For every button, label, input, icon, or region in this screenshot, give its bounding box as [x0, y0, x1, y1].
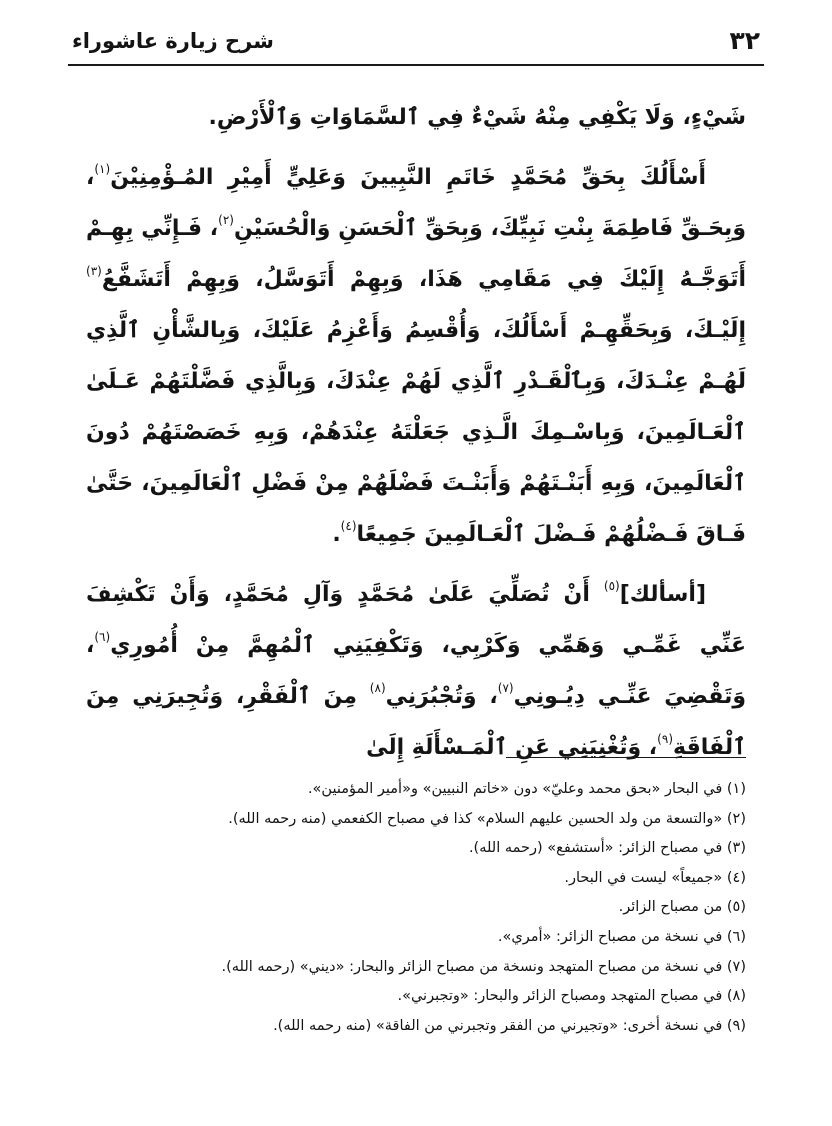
- page-number: ٣٢: [729, 26, 760, 55]
- paragraph-3: [86, 569, 746, 773]
- paragraph-1: [86, 92, 746, 143]
- footnote-ref-3: (٣): [86, 264, 102, 278]
- text-segment: .: [332, 522, 341, 547]
- footnote-1: (١) في البحار «بحق محمد وعليّ» دون «خاتم النبيين» و«أمير المؤمنين».: [307, 781, 746, 797]
- text-segment: إِلَيْـكَ، وَبِحَقِّهِـمْ أَسْأَلُكَ، وَأُقْسِمُ وَأَعْزِمُ عَلَيْكَ، وَبِالشَّأْنِ ٱلَّذِي لَهُـمْ عِنْـدَكَ، وَبِٱلْقَـدْرِ ٱلَّذِي لَهُمْ عِنْدَكَ، وَبِالَّذِي فَضَّلْتَهُمْ عَـلَىٰ ٱلْعَـالَمِينَ، وَبِاسْـمِكَ الَّـذِي جَعَلْتَهُ عِنْدَهُمْ، وَبِهِ خَصَصْتَهُمْ دُونَ ٱلْعَالَمِينَ، وَبِهِ أَبَنْـتَهُمْ وَأَبَنْـتَ فَضْلَهُمْ مِنْ فَضْلِ ٱلْعَالَمِينَ، حَتَّىٰ فَـاقَ فَـضْلُهُمْ فَـضْلَ ٱلْعَـالَمِينَ جَمِيعًا: [86, 318, 746, 547]
- footnote-separator: [506, 757, 746, 758]
- footnote-5: (٥) من مصباح الزائر.: [618, 899, 746, 916]
- text-segment: ، وَتُجْبُرَنِي: [385, 684, 498, 709]
- footnote-4: (٤) «جميعاً» ليست في البحار.: [564, 869, 746, 886]
- text-segment: ، وَبِحَـقِّ فَاطِمَةَ بِنْتِ نَبِيِّكَ، وَبِحَقِّ ٱلْحَسَنِ وَالْحُسَيْنِ: [86, 165, 746, 241]
- text-segment: ، وَتُغْنِيَنِي عَنِ ٱلْمَـسْأَلَةِ إِلَىٰ: [366, 735, 658, 760]
- paragraph-2: [86, 152, 746, 560]
- text-segment: مِنَ ٱلْفَقْرِ، وَتُجِيرَنِي مِنَ ٱلْفَاقَةِ: [86, 684, 746, 760]
- footnote-ref-6: (٦): [94, 630, 111, 644]
- footnote-3: (٣) في مصباح الزائر: «أستشفع» (رحمه الله).: [468, 840, 746, 857]
- paragraph-text: شَيْءٍ، وَلَا يَكْفِي مِنْهُ شَيْءٌ فِي ٱلسَّمَاوَاتِ وَٱلْأَرْضِ.: [208, 105, 746, 130]
- footnote-7: (٧) في نسخة من مصباح المتهجد ونسخة من مصباح الزائر والبحار: «ديني» (رحمه الله).: [221, 958, 746, 975]
- footnote-9: (٩) في نسخة أخرى: «وتجيرني من الفقر وتجبرني من الفاقة» (منه رحمه الله).: [273, 1017, 746, 1034]
- running-title: شرح زيارة عاشوراء: [72, 29, 274, 53]
- page-header: [68, 24, 764, 66]
- footnote-6: (٦) في نسخة من مصباح الزائر: «أمري».: [497, 928, 746, 945]
- footnotes-list: [66, 775, 746, 1041]
- footnote-8: (٨) في مصباح المتهجد ومصباح الزائر والبحار: «وتجبرني».: [397, 988, 746, 1005]
- text-segment: أَنْ تُصَلِّيَ عَلَىٰ مُحَمَّدٍ وَآلِ مُحَمَّدٍ، وَأَنْ تَكْشِفَ عَنِّي غَمِّـي وَهَمِّي وَكَرْبِي، وَتَكْفِيَنِي ٱلْمُهِمَّ مِنْ أُمُورِي: [86, 582, 746, 658]
- footnote-ref-2: (٢): [218, 213, 234, 227]
- text-segment: ، وَتَقْضِيَ عَنِّـي دِيُـونِي: [86, 633, 747, 709]
- footnote-2: (٢) «والتسعة من ولد الحسين عليهم السلام» كذا في مصباح الكفعمي (منه رحمه الله).: [228, 810, 746, 827]
- footnote-ref-8: (٨): [369, 681, 386, 695]
- footnote-ref-4: (٤): [340, 519, 357, 533]
- text-segment: ، فَـإِنِّي بِهِـمْ أَتَوَجَّـهُ إِلَيْكَ فِي مَقَامِي هَذَا، وَبِهِمْ أَتَوَسَّلُ، وَبِهِمْ أَتَشَفَّعُ: [86, 216, 746, 292]
- main-text: [86, 92, 746, 782]
- text-segment: [أسألك]: [619, 582, 706, 607]
- footnote-ref-9: (٩): [657, 732, 673, 746]
- footnote-ref-1: (١): [94, 162, 111, 176]
- footnote-ref-5: (٥): [603, 579, 620, 593]
- text-segment: أَسْأَلُكَ بِحَقِّ مُحَمَّدٍ خَاتَمِ النَّبِيينَ وَعَلِيٍّ أَمِيْرِ المُـؤْمِنِيْنَ: [110, 165, 706, 190]
- footnote-ref-7: (٧): [497, 681, 514, 695]
